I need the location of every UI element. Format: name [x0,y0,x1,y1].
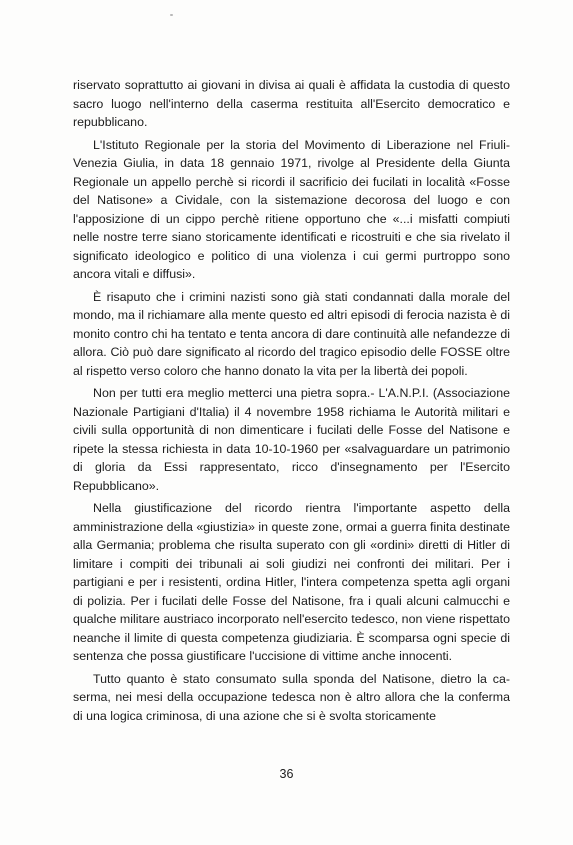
paragraph-natisone: Tutto quanto è stato consumato sulla sponda del Natisone, dietro la caserma, nei mesi della occupazione tedesca non è altro allora che la conferma di una logica criminosa, di una azione che si è svolta storicamente [73,671,510,723]
page-number: 36 [279,767,294,781]
scan-speck [170,14,173,16]
paragraph-crimini-nazisti: È risaputo che i crimini nazisti sono già stati condannati dalla morale del mondo, ma il richiamare alla mente questo ed altri episodi di ferocia nazista è di monito contro chi ha tentato e tenta ancora di dare continuità alle nefandezze di allora. Ciò può dare significato al ricordo del tragico episodio delle FOSSE oltre al rispetto verso coloro che hanno donato la vita per la libertà dei popoli. [73,289,510,378]
paragraph-anpi: Non per tutti era meglio metterci una pietra sopra.- L'A.N.P.I. (Associazione Nazionale Partigiani d'Italia) il 4 novembre 1958 richiama le Autorità militari e civili sulla opportunità di non dimenticare i fucilati delle Fosse del Natisone e ripete la stessa richiesta in data 10-10-1960 per «salvaguardare un patrimonio di gloria da Essi rappresentato, ricco d'insegnamento per l'Esercito Repubblicano». [73,386,510,493]
paragraph-istituto-regionale: L'Istituto Regionale per la storia del Movimento di Liberazione nel Friuli-Venezia Giulia, in data 18 gennaio 1971, rivolge al Presidente della Giunta Regionale un appello perchè si ricordi il sacrificio dei fucilati in località «Fosse del Natisone» a Cividale, con la sistemazione decorosa del luogo e con l'apposizione di un cippo perchè ritiene opportuno che «...i misfatti compiuti nelle nostre terre siano storicamente identificati e ricostruiti e che sia rivelato il significato ideologico e politico di una violenza i cui germi purtroppo sono ancora vitali e diffusi». [73,137,510,281]
paragraph-continuation: riservato soprattutto ai giovani in divisa ai quali è affidata la custodia di questo sacro luogo nell'interno della caserma restituita all'Esercito democratico e repubblicano. [73,78,510,129]
paragraph-giustizia: Nella giustificazione del ricordo rientra l'importante aspetto della amministrazione della «giustizia» in queste zone, ormai a guerra finita destinate alla Germania; problema che risulta superato con gli «ordini» diretti di Hitler di limitare i compiti dei tribunali ai soli giudizi nei confronti dei militari. Per i partigiani e per i resistenti, ordina Hitler, l'intera competenza spetta agli organi di polizia. Per i fucilati delle Fosse del Natisone, fra i quali alcuni calmucchi e qualche militare austriaco incorporato nell'esercito tedesco, non viene rispettato neanche il limite di questa competenza giudiziaria. È scomparsa ogni specie di sentenza che possa giustificare l'uccisione di vittime anche innocenti. [73,501,510,663]
body-text [73,76,510,729]
